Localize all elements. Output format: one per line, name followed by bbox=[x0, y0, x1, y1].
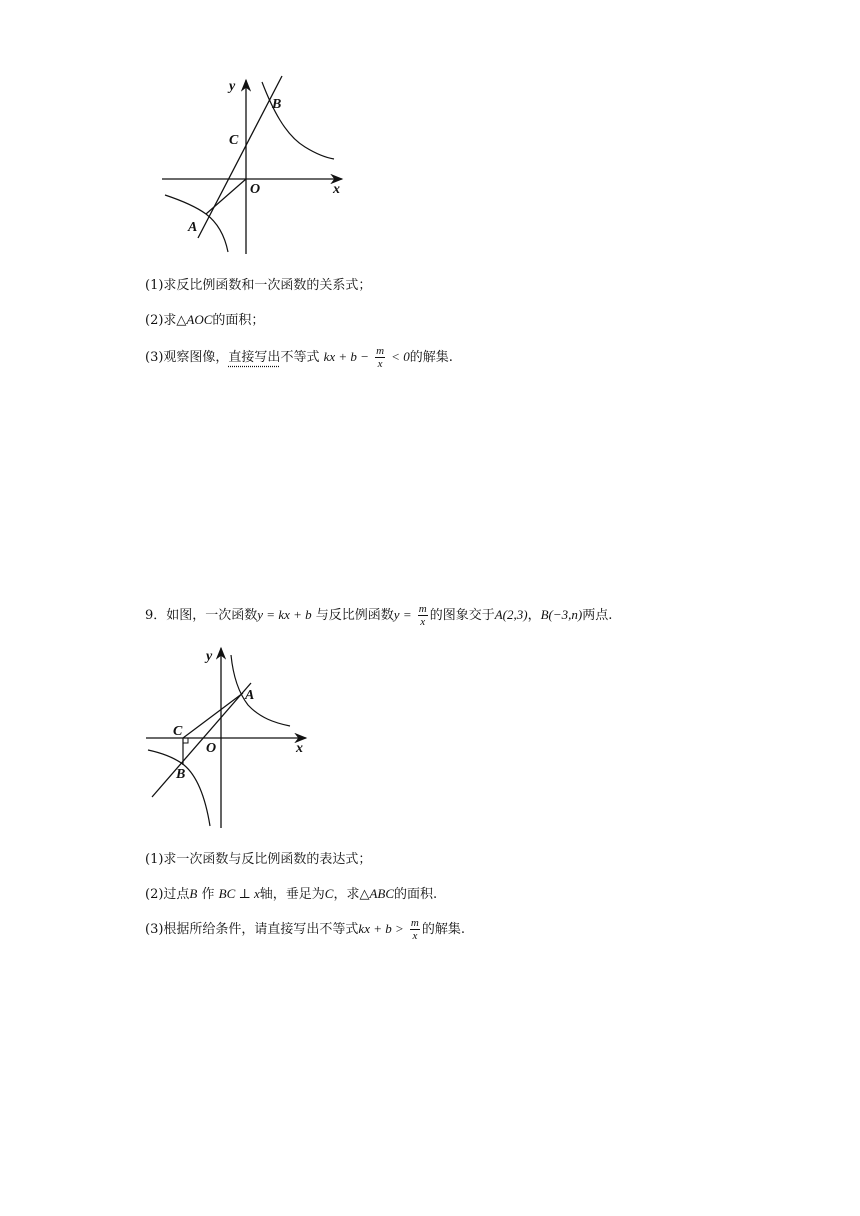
q8-part3 bbox=[145, 344, 453, 371]
q9-stem bbox=[145, 602, 612, 629]
q8-part3-mid: 不等式 bbox=[280, 350, 320, 365]
q8-part3-prefix: (3)观察图像， bbox=[145, 350, 229, 365]
q8-part3-tail: < 0 bbox=[391, 349, 410, 364]
q9-part3-suffix: 的解集. bbox=[421, 922, 465, 937]
label-A: A bbox=[188, 220, 198, 235]
right-angle-marker bbox=[183, 738, 188, 743]
label-y: y bbox=[206, 649, 213, 664]
q9-point-B: B(−3,n) bbox=[540, 607, 583, 622]
q9-sep: ， bbox=[527, 608, 541, 623]
label-B: B bbox=[272, 97, 282, 112]
label-O: O bbox=[250, 182, 261, 197]
q9-point-A: A(2,3) bbox=[494, 607, 528, 622]
label-O: O bbox=[206, 741, 217, 756]
label-C: C bbox=[229, 133, 239, 148]
q9-part2-mid3: ，求 bbox=[333, 887, 360, 902]
label-y: y bbox=[229, 79, 236, 94]
q8-part2 bbox=[145, 310, 264, 331]
q9-stem-c: 的图象交于 bbox=[429, 608, 495, 623]
q9-part3 bbox=[145, 916, 465, 943]
q8-frac-den: x bbox=[377, 358, 383, 370]
figure-1-graph bbox=[150, 70, 360, 260]
q9-part2-prefix: (2)过点 bbox=[145, 887, 190, 902]
label-x: x bbox=[333, 182, 340, 197]
q9-part2-triangle: △ABC bbox=[359, 886, 395, 901]
q8-part3-expr: kx + b − bbox=[323, 349, 369, 364]
q9-p3-frac-den: x bbox=[412, 930, 418, 942]
figure-2-graph bbox=[140, 640, 320, 835]
q9-stem-fraction bbox=[418, 603, 428, 628]
label-x: x bbox=[296, 741, 303, 756]
q9-p3-frac-num: m bbox=[410, 917, 419, 929]
q8-part1-text: (1)求反比例函数和一次函数的关系式； bbox=[145, 278, 372, 293]
label-A: A bbox=[245, 688, 255, 703]
q9-part1-text: (1)求一次函数与反比例函数的表达式； bbox=[145, 852, 372, 867]
label-C: C bbox=[173, 724, 183, 739]
segment-CA bbox=[183, 693, 243, 738]
q9-stem-a: 9．如图，一次函数 bbox=[145, 608, 258, 623]
q9-part3-fraction bbox=[410, 917, 420, 942]
q8-part3-fraction bbox=[375, 345, 385, 370]
q9-part2-mid2: 轴，垂足为 bbox=[259, 887, 325, 902]
q8-part1 bbox=[145, 276, 371, 296]
q9-part3-prefix: (3)根据所给条件，请直接写出不等式 bbox=[145, 922, 359, 937]
q9-part1 bbox=[145, 850, 371, 870]
q8-part2-triangle: △AOC bbox=[176, 312, 213, 327]
q9-part2 bbox=[145, 884, 437, 905]
q9-frac-num: m bbox=[418, 603, 427, 615]
hyperbola-branch-2 bbox=[148, 750, 210, 826]
line-AB bbox=[198, 76, 282, 238]
hyperbola-branch-1 bbox=[231, 655, 290, 726]
q8-part2-suffix: 的面积； bbox=[212, 313, 265, 328]
q9-frac-den: x bbox=[420, 616, 426, 628]
q9-expr1: y = kx + b bbox=[257, 607, 312, 622]
line-AB bbox=[152, 683, 251, 797]
q9-part3-expr: kx + b > bbox=[358, 921, 404, 936]
q8-part3-emphasis: 直接写出 bbox=[228, 350, 281, 365]
q9-part2-C: C bbox=[324, 886, 334, 901]
q8-frac-num: m bbox=[376, 345, 385, 357]
q9-part2-perp: BC ⊥ x bbox=[218, 886, 260, 901]
q8-part3-suffix: 的解集. bbox=[409, 350, 453, 365]
q9-stem-d: 两点. bbox=[582, 608, 613, 623]
q9-part2-mid1: 作 bbox=[201, 887, 215, 902]
q9-part2-B: B bbox=[189, 886, 198, 901]
label-B: B bbox=[176, 767, 186, 782]
q9-stem-b: 与反比例函数 bbox=[315, 608, 394, 623]
q9-expr2: y = bbox=[393, 607, 412, 622]
q8-part2-prefix: (2)求 bbox=[145, 313, 177, 328]
q9-part2-suffix: 的面积. bbox=[394, 887, 438, 902]
